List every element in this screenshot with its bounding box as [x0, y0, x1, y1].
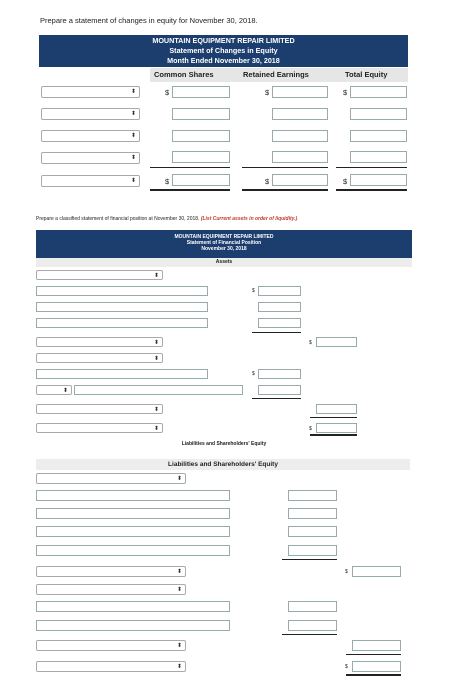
dropdown-arrows-icon: ⬍: [176, 569, 182, 575]
equity-total-select[interactable]: [36, 640, 186, 651]
position-hint: (List Current assets in order of liquidity.): [200, 216, 298, 222]
liability-line-3-amount[interactable]: [288, 526, 337, 537]
equity-line-1-amount[interactable]: [288, 601, 337, 612]
dropdown-arrows-icon: ⬍: [130, 155, 136, 161]
dollar-sign: $: [265, 177, 270, 186]
asset-line-5-amount[interactable]: [258, 385, 301, 395]
dropdown-arrows-icon: ⬍: [130, 178, 136, 184]
subtotal-line: [336, 167, 407, 168]
equity-row-3-select[interactable]: [41, 130, 140, 142]
dollar-sign: $: [265, 88, 270, 97]
total-liabilities-equity-select[interactable]: [36, 661, 186, 672]
equity-row-1-retained[interactable]: [272, 86, 328, 98]
liability-line-4-account[interactable]: [36, 545, 230, 556]
dollar-sign: $: [345, 664, 348, 670]
assets-heading: Assets: [36, 258, 412, 267]
total-liabilities-equity-amount[interactable]: [352, 661, 401, 672]
position-prompt: [36, 216, 297, 222]
col-common-shares: Common Shares: [154, 70, 214, 79]
asset-line-3-account[interactable]: [36, 318, 208, 328]
equity-row-4-common[interactable]: [172, 151, 230, 163]
equity-row-3-total[interactable]: [350, 130, 407, 142]
position-prompt-text: Prepare a classified statement of financial position at November 30, 2018.: [36, 216, 200, 222]
asset-subtotal-2-amount[interactable]: [316, 404, 357, 414]
dropdown-arrows-icon: ⬍: [176, 643, 182, 649]
subtotal-line: [252, 398, 301, 399]
position-header: [36, 230, 412, 258]
equity-line-1-account[interactable]: [36, 601, 230, 612]
asset-subtotal-amount[interactable]: [316, 337, 357, 347]
equity-line-2-amount[interactable]: [288, 620, 337, 631]
equity-header: [39, 35, 408, 67]
dollar-sign: $: [309, 340, 312, 346]
liability-line-2-amount[interactable]: [288, 508, 337, 519]
equity-row-3-retained[interactable]: [272, 130, 328, 142]
dollar-sign: $: [252, 288, 255, 294]
asset-line-5-account[interactable]: [74, 385, 243, 395]
dropdown-arrows-icon: ⬍: [153, 273, 159, 279]
total-double-line: [242, 189, 328, 191]
equity-row-3-common[interactable]: [172, 130, 230, 142]
liability-category-select[interactable]: [36, 473, 186, 484]
subtotal-line: [242, 167, 328, 168]
dropdown-arrows-icon: ⬍: [130, 111, 136, 117]
dropdown-arrows-icon: ⬍: [176, 587, 182, 593]
asset-line-2-account[interactable]: [36, 302, 208, 312]
liability-line-3-account[interactable]: [36, 526, 230, 537]
equity-row-4-select[interactable]: [41, 152, 140, 164]
subtotal-line: [150, 167, 230, 168]
col-total-equity: Total Equity: [345, 70, 388, 79]
statement-date: November 30, 2018: [201, 246, 247, 252]
equity-row-2-common[interactable]: [172, 108, 230, 120]
subtotal-line: [282, 559, 337, 560]
dollar-sign: $: [252, 371, 255, 377]
asset-line-1-account[interactable]: [36, 286, 208, 296]
dropdown-arrows-icon: ⬍: [153, 340, 159, 346]
equity-row-1-select[interactable]: [41, 86, 140, 98]
asset-category-2-select[interactable]: [36, 353, 163, 363]
company-name: MOUNTAIN EQUIPMENT REPAIR LIMITED: [174, 234, 274, 240]
equity-row-2-retained[interactable]: [272, 108, 328, 120]
equity-column-headers: [150, 68, 408, 82]
liability-total-select[interactable]: [36, 566, 186, 577]
liability-subtotal-amount[interactable]: [352, 566, 401, 577]
equity-row-4-retained[interactable]: [272, 151, 328, 163]
dropdown-arrows-icon: ⬍: [130, 89, 136, 95]
statement-title: Statement of Financial Position: [186, 240, 262, 246]
liability-line-2-account[interactable]: [36, 508, 230, 519]
asset-line-1-amount[interactable]: [258, 286, 301, 296]
liability-line-1-account[interactable]: [36, 490, 230, 501]
equity-subtotal-amount[interactable]: [352, 640, 401, 651]
total-assets-amount[interactable]: [316, 423, 357, 433]
asset-total-2-select[interactable]: [36, 404, 163, 414]
dropdown-arrows-icon: ⬍: [153, 356, 159, 362]
total-double-line: [310, 434, 357, 436]
equity-category-select[interactable]: [36, 584, 186, 595]
subtotal-line: [252, 332, 301, 333]
equity-prompt: Prepare a statement of changes in equity for November 30, 2018.: [40, 16, 258, 25]
dollar-sign: $: [165, 88, 170, 97]
dollar-sign: $: [345, 569, 348, 575]
asset-line-4-amount[interactable]: [258, 369, 301, 379]
total-assets-select[interactable]: [36, 423, 163, 433]
dropdown-arrows-icon: ⬍: [153, 407, 159, 413]
total-double-line: [346, 674, 401, 676]
asset-line-2-amount[interactable]: [258, 302, 301, 312]
equity-row-1-total[interactable]: [350, 86, 407, 98]
equity-row-2-total[interactable]: [350, 108, 407, 120]
equity-row-5-common[interactable]: [172, 174, 230, 186]
asset-line-4-account[interactable]: [36, 369, 208, 379]
dropdown-arrows-icon: ⬍: [176, 476, 182, 482]
liability-line-4-amount[interactable]: [288, 545, 337, 556]
liabilities-heading-small: Liabilities and Shareholders' Equity: [181, 441, 267, 447]
equity-row-5-retained[interactable]: [272, 174, 328, 186]
dropdown-arrows-icon: ⬍: [153, 426, 159, 432]
subtotal-line: [310, 417, 357, 418]
total-double-line: [150, 189, 230, 191]
subtotal-line: [282, 634, 337, 635]
dollar-sign: $: [309, 426, 312, 432]
total-double-line: [336, 189, 407, 191]
equity-row-5-total[interactable]: [350, 174, 407, 186]
equity-row-2-select[interactable]: [41, 108, 140, 120]
statement-title: Statement of Changes in Equity: [169, 46, 278, 55]
statement-period: Month Ended November 30, 2018: [167, 56, 280, 65]
equity-row-4-total[interactable]: [350, 151, 407, 163]
dollar-sign: $: [165, 177, 170, 186]
dropdown-arrows-icon: ⬍: [130, 133, 136, 139]
equity-row-1-common[interactable]: [172, 86, 230, 98]
dollar-sign: $: [343, 88, 348, 97]
asset-total-select[interactable]: [36, 337, 163, 347]
dropdown-arrows-icon: ⬍: [62, 388, 68, 394]
dropdown-arrows-icon: ⬍: [176, 664, 182, 670]
liability-line-1-amount[interactable]: [288, 490, 337, 501]
equity-line-2-account[interactable]: [36, 620, 230, 631]
equity-row-5-select[interactable]: [41, 175, 140, 187]
liabilities-heading: Liabilities and Shareholders' Equity: [36, 459, 410, 470]
dollar-sign: $: [343, 177, 348, 186]
asset-line-5-select[interactable]: [36, 385, 72, 395]
subtotal-line: [346, 654, 401, 655]
col-retained-earnings: Retained Earnings: [243, 70, 309, 79]
asset-category-select[interactable]: [36, 270, 163, 280]
company-name: MOUNTAIN EQUIPMENT REPAIR LIMITED: [152, 36, 295, 45]
asset-line-3-amount[interactable]: [258, 318, 301, 328]
